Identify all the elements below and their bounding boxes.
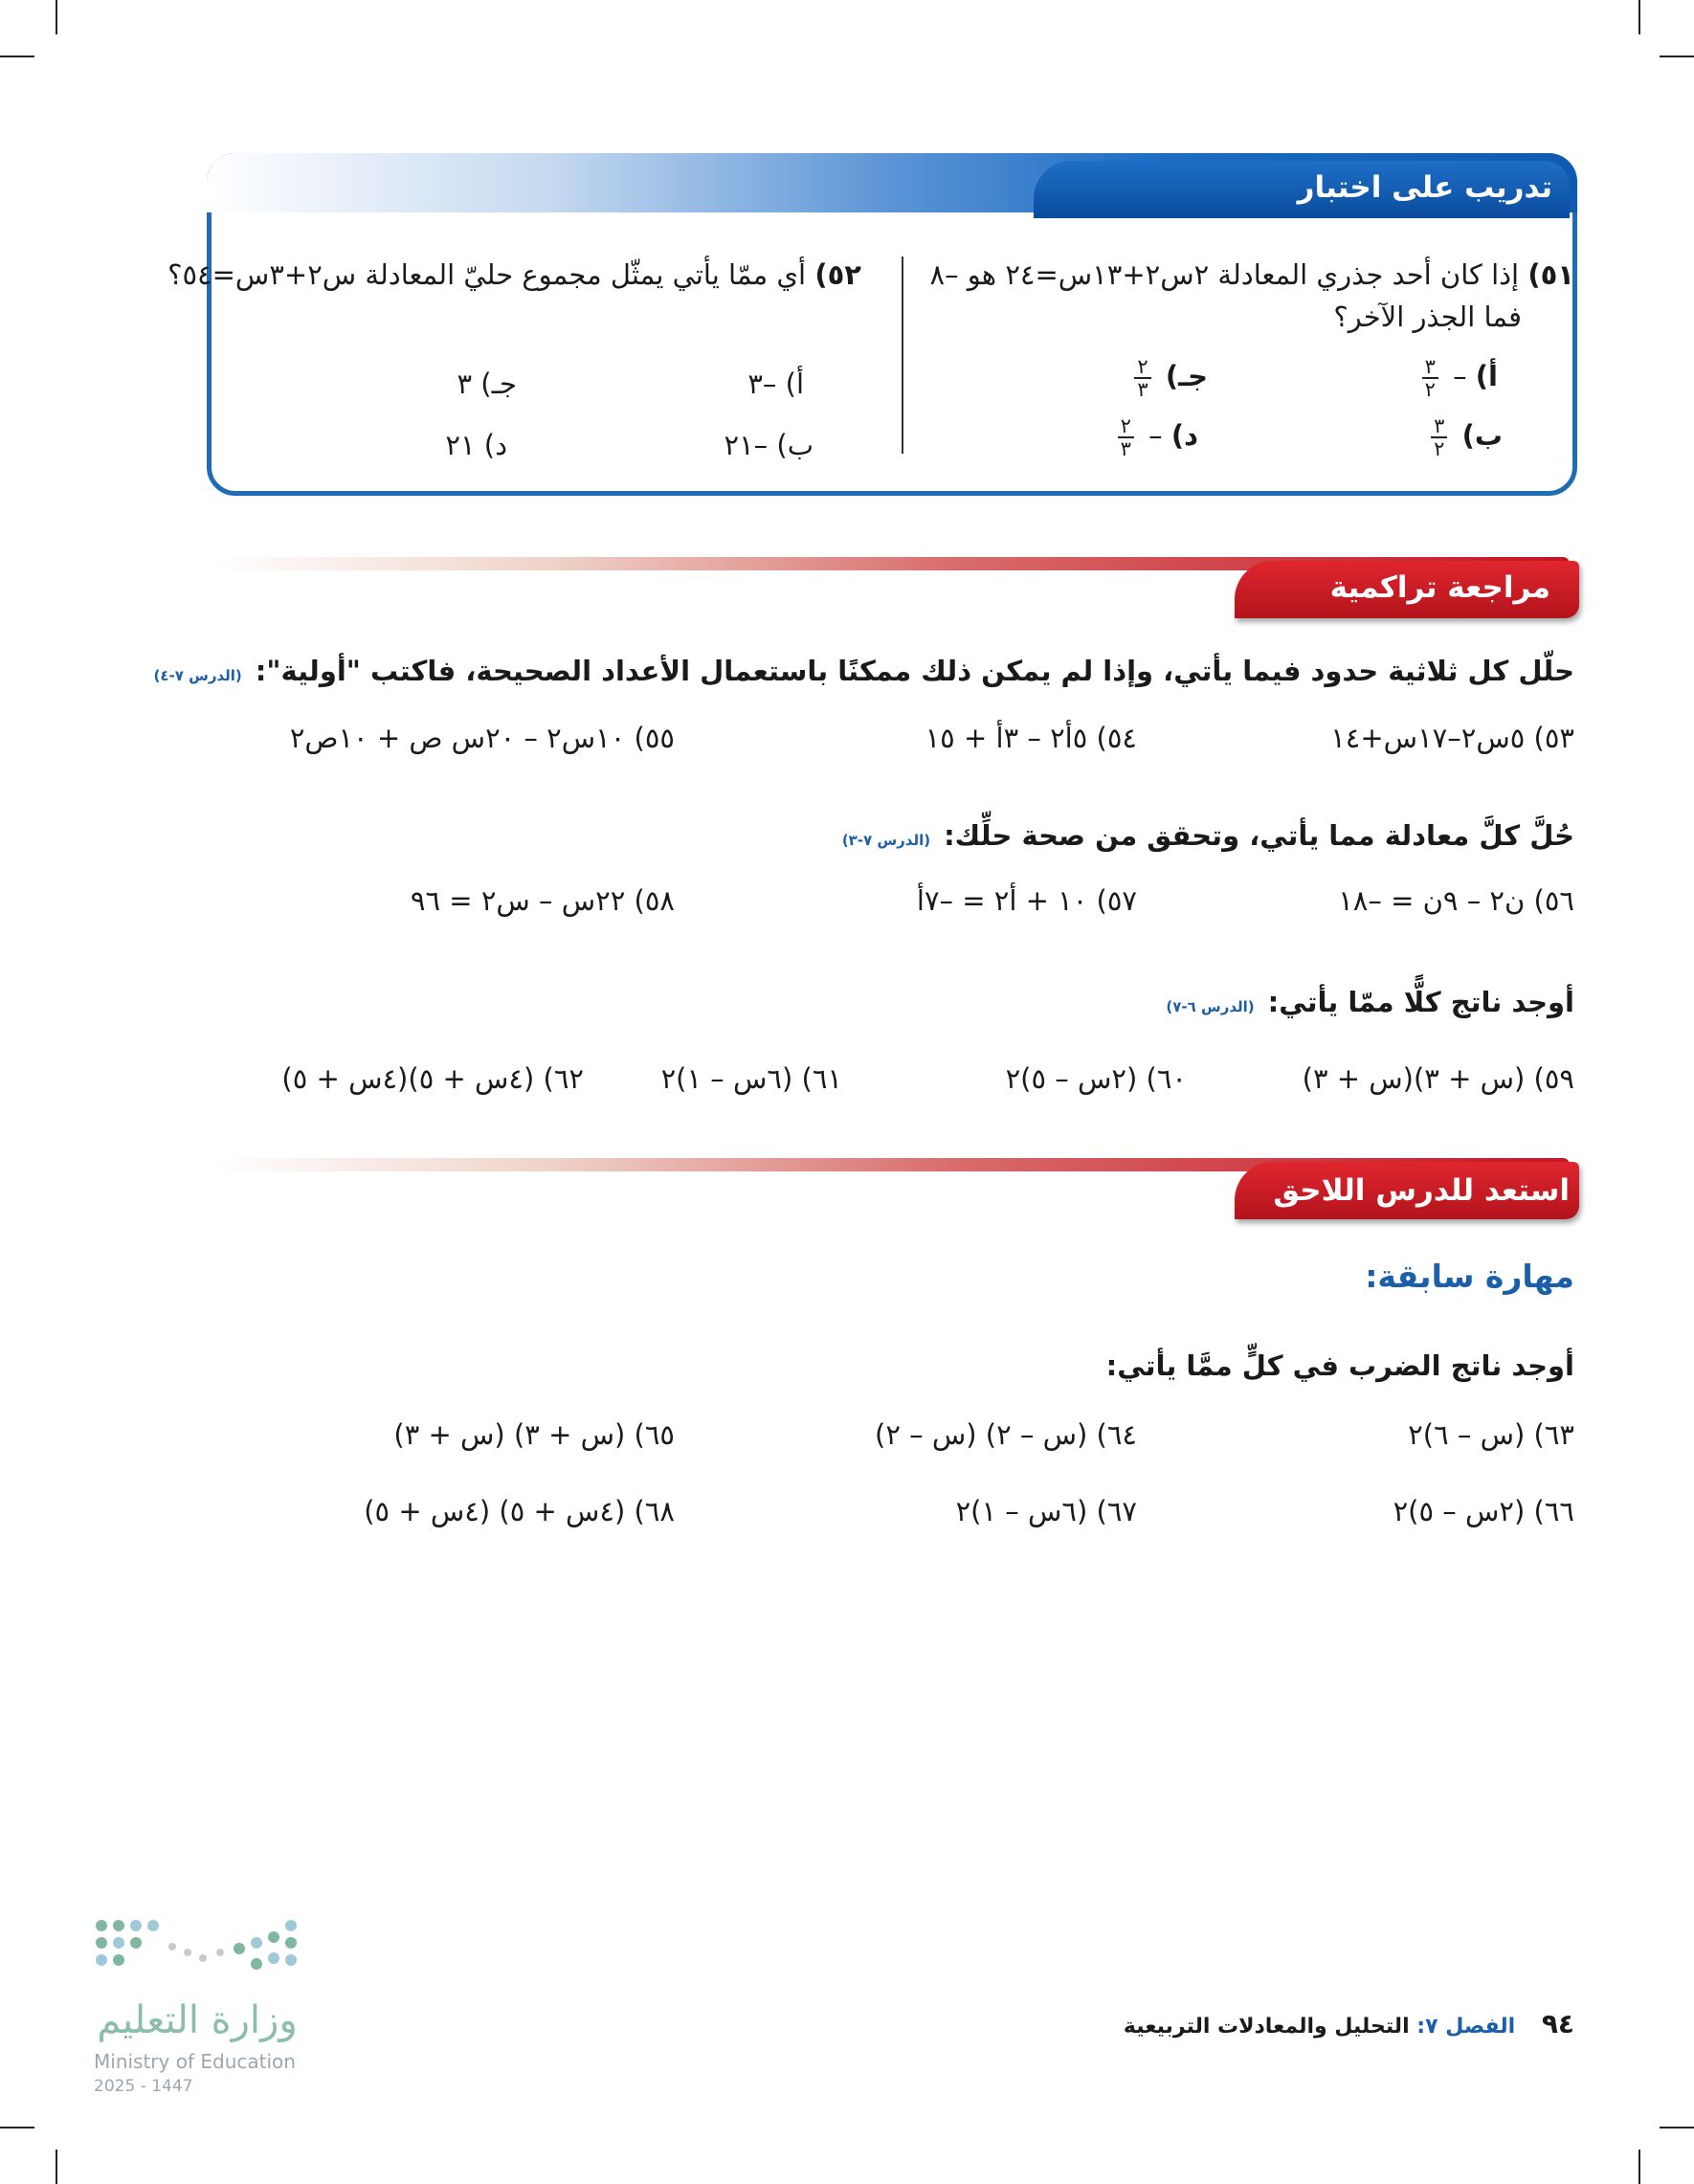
instruction-text: حلّل كل ثلاثية حدود فيما يأتي، وإذا لم يمكن ذلك ممكنًا باستعمال الأعداد الصحيحة، فاكتب "أولية": [255, 655, 1574, 687]
numerator: ٣ [1431, 415, 1447, 438]
page-number: ٩٤ [1541, 2008, 1574, 2039]
minus-sign: – [1453, 360, 1467, 393]
instruction-text: أوجد ناتج كلًّا ممّا يأتي: [1267, 986, 1574, 1018]
instruction-multiply-next: أوجد ناتج الضرب في كلٍّ ممَّا يأتي: [1105, 1349, 1574, 1382]
crop-mark [1660, 2127, 1694, 2128]
question-text: إذا كان أحد جذري المعادلة ٢س٢+١٣س=٢٤ هو –٨ [929, 258, 1520, 291]
lesson-reference: (الدرس ٧-٤) [153, 667, 242, 684]
denominator: ٣ [1137, 378, 1148, 402]
ministry-logo [92, 1914, 322, 2106]
fraction [1431, 415, 1447, 459]
denominator: ٢ [1434, 437, 1445, 461]
question-68: ٦٨) (٤س + ٥) (٤س + ٥) [364, 1495, 675, 1527]
option-a [1416, 356, 1498, 400]
academic-year: 2025 - 1447 [94, 2077, 193, 2096]
crop-mark [56, 2150, 57, 2184]
question-65: ٦٥) (س + ٣) (س + ٣) [393, 1418, 675, 1451]
numerator: ٢ [1134, 356, 1150, 379]
option-label: جـ) [1165, 360, 1208, 393]
chapter-title: التحليل والمعادلات التربيعية [1123, 2015, 1410, 2039]
option-c [1128, 356, 1208, 400]
question-56: ٥٦) ن٢ – ٩ن = –١٨ [1338, 884, 1574, 917]
question-63: ٦٣) (س – ٦)٢ [1408, 1418, 1574, 1451]
option-label: ب) [1461, 419, 1503, 453]
chapter-label: الفصل ٧: [1416, 2015, 1516, 2039]
question-51-text-line2: فما الجذر الآخر؟ [1333, 301, 1522, 333]
denominator: ٣ [1120, 437, 1131, 461]
numerator: ٣ [1422, 356, 1438, 379]
page-footer [1124, 2008, 1574, 2039]
crop-mark [1638, 0, 1640, 34]
question-67: ٦٧) (٦س – ١)٢ [955, 1495, 1137, 1527]
instruction-solve [842, 819, 1574, 852]
question-62: ٦٢) (٤س + ٥)(٤س + ٥) [281, 1062, 584, 1095]
numerator: ٢ [1118, 415, 1134, 438]
option-d [1112, 415, 1198, 459]
column-divider [902, 256, 903, 454]
fraction [1118, 415, 1134, 459]
option-label: د) [1170, 419, 1198, 453]
instruction-text: حُلَّ كلَّ معادلة مما يأتي، وتحقق من صحة حلِّك: [944, 819, 1574, 852]
option-a: أ) –٣ [747, 368, 804, 400]
question-60: ٦٠) (٢س – ٥)٢ [1005, 1062, 1187, 1095]
option-d: د) ٢١ [445, 429, 507, 461]
test-practice-title: تدريب على اختبار [1297, 170, 1552, 205]
fraction [1422, 356, 1438, 400]
crop-mark [56, 0, 57, 34]
question-58: ٥٨) ٢٢س – س٢ = ٩٦ [410, 884, 675, 917]
fraction [1134, 356, 1150, 400]
question-53: ٥٣) ٥س٢–١٧س+١٤ [1330, 722, 1574, 754]
question-66: ٦٦) (٢س – ٥)٢ [1393, 1495, 1574, 1527]
lesson-reference: (الدرس ٦-٧) [1166, 998, 1255, 1015]
option-b [1425, 415, 1503, 459]
question-number: ٥٢) [814, 258, 861, 291]
minus-sign: – [1148, 419, 1163, 453]
instruction-factor [154, 655, 1574, 687]
crop-mark [1638, 2150, 1640, 2184]
option-label: أ) [1475, 360, 1498, 393]
question-text: أي ممّا يأتي يمثّل مجموع حليّ المعادلة س٢+٣س=٥٤؟ [167, 258, 807, 291]
ministry-name-en: Ministry of Education [94, 2050, 296, 2073]
option-b: ب) –٢١ [724, 429, 814, 461]
question-59: ٥٩) (س + ٣)(س + ٣) [1302, 1062, 1574, 1095]
question-number: ٥١) [1527, 258, 1574, 291]
ready-section-title: استعد للدرس اللاحق [1273, 1173, 1570, 1208]
prior-skill-heading: مهارة سابقة: [1365, 1258, 1574, 1295]
crop-mark [0, 56, 34, 57]
question-52-text [167, 258, 861, 291]
question-61: ٦١) (٦س – ١)٢ [660, 1062, 842, 1095]
denominator: ٢ [1424, 378, 1436, 402]
ministry-name-ar: وزارة التعليم [97, 1998, 298, 2042]
option-c: جـ) ٣ [457, 368, 517, 400]
crop-mark [0, 2127, 34, 2128]
instruction-multiply [1166, 986, 1574, 1018]
crop-mark [1660, 56, 1694, 57]
review-section-title: مراجعة تراكمية [1329, 570, 1550, 605]
question-57: ٥٧) ١٠ + أ٢ = –٧أ [916, 884, 1137, 917]
question-51-text [930, 258, 1574, 291]
question-54: ٥٤) ٥أ٢ – ٣أ + ١٥ [925, 722, 1137, 754]
lesson-reference: (الدرس ٧-٣) [841, 832, 931, 849]
question-64: ٦٤) (س – ٢) (س – ٢) [874, 1418, 1137, 1451]
question-55: ٥٥) ١٠س٢ – ٢٠س ص + ١٠ص٢ [289, 722, 675, 754]
